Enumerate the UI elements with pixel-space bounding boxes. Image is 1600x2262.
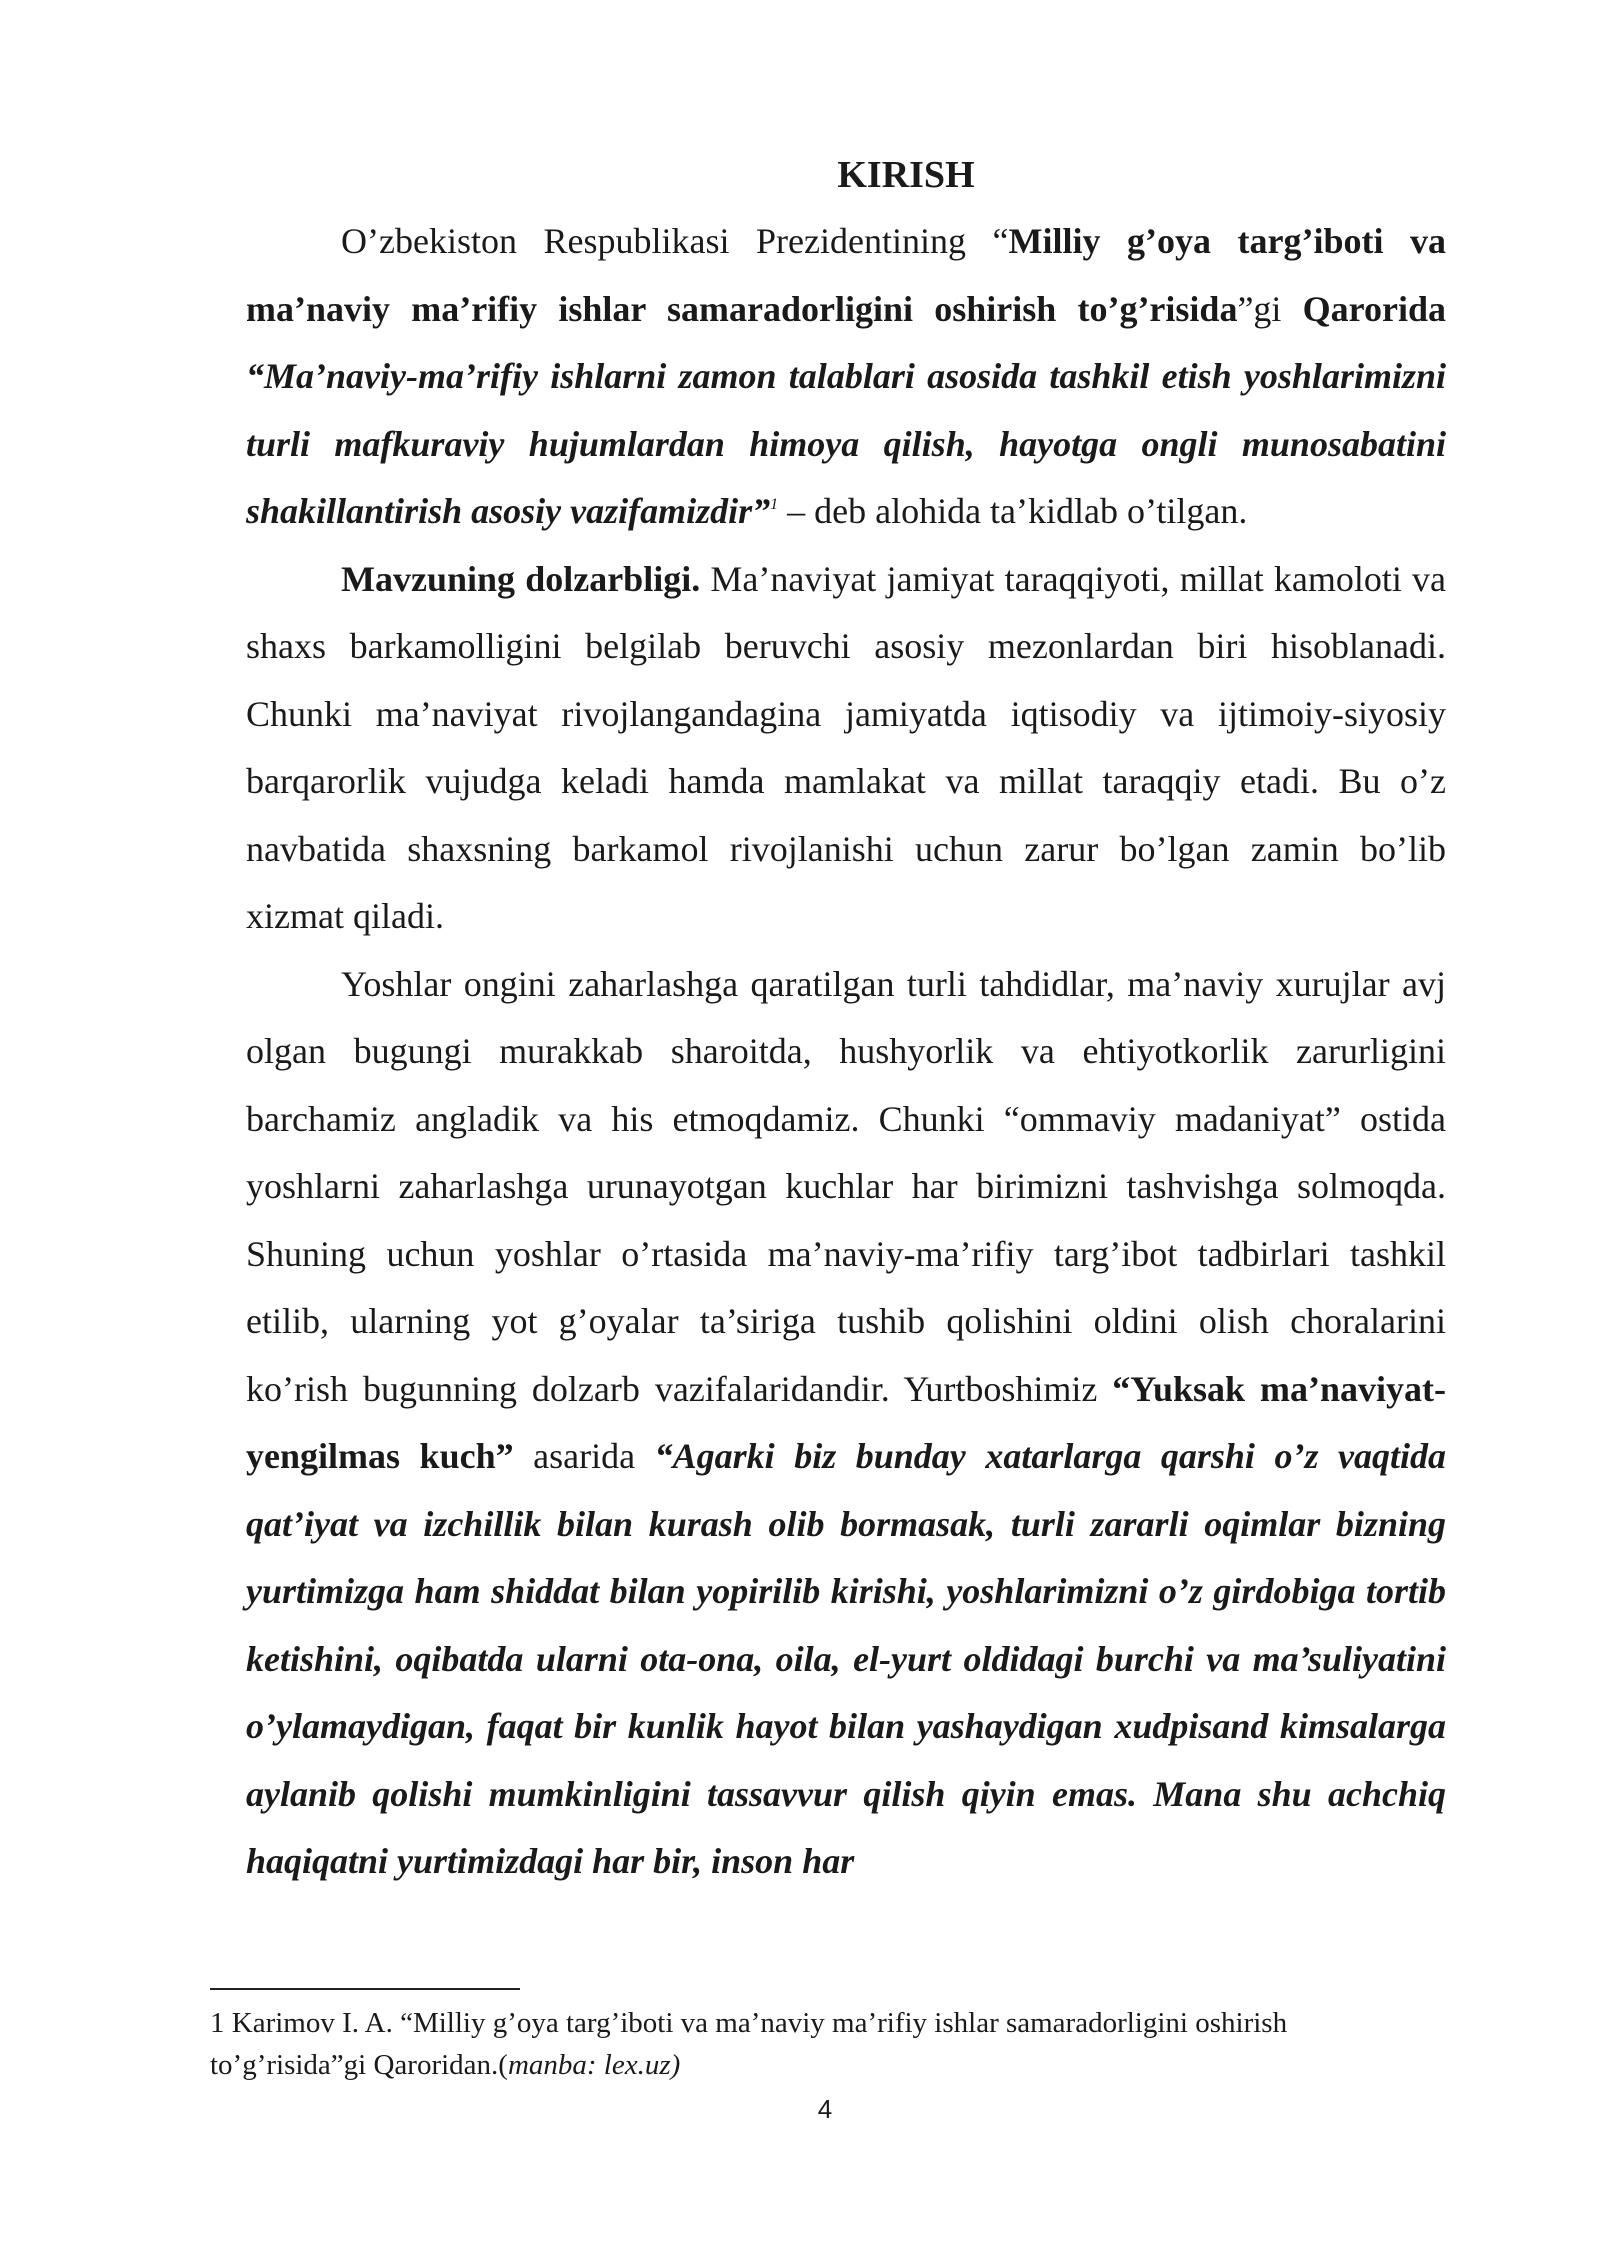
threats-text-2: asarida [513, 1436, 655, 1476]
decree-title: Milliy g’oya targ’iboti va ma’naviy ma’rifiy ishlar samaradorligini oshirish to’g’risida [246, 221, 1446, 329]
section-title: KIRISH [837, 154, 975, 196]
book-quote: “Agarki biz bunday xatarlarga qarshi o’z vaqtida qat’iyat va izchillik bilan kurash olib bormasak, turli zararli oqimlar bizning yurtimizga ham shiddat bilan yopirilib kirishi, yoshlarimizni o’z girdobiga tortib ketishini, oqibatda ularni ota-ona, oila, el-yurt oldidagi burchi va ma’suliyatini o’ylamaydigan, faqat bir kunlik hayot bilan yashaydigan xudpisand kimsalarga aylanib qolishi mumkinligini tassavvur qilish qiyin emas. Mana shu achchiq haqiqatni yurtimizdagi har bir, inson har [246, 1436, 1446, 1881]
relevance-text: Ma’naviyat jamiyat taraqqiyoti, millat kamoloti va shaxs barkamolligini belgilab beruvchi asosiy mezonlardan biri hisoblanadi. Chunki ma’naviyat rivojlangandagina jamiyatda iqtisodiy va ijtimoiy-siyosiy barqarorlik vujudga keladi hamda mamlakat va millat taraqqiy etadi. Bu o’z navbatida shaxsning barkamol rivojlanishi uchun zarur bo’lgan zamin bo’lib xizmat qiladi. [246, 558, 1447, 936]
relevance-heading: Mavzuning dolzarbligi. [341, 558, 701, 599]
decree-word: Qarorida [1302, 288, 1446, 329]
page-number: 4 [817, 2094, 833, 2124]
threats-paragraph [246, 951, 1446, 1896]
footnote-ref[interactable]: 1 [770, 496, 779, 513]
intro-text-2: ”gi [1237, 288, 1303, 329]
intro-paragraph [246, 208, 1446, 546]
book-title: “Yuksak ma’naviyat-yengilmas kuch” [246, 1368, 1446, 1476]
intro-text-1: O’zbekiston Respublikasi Prezidentining “ [341, 221, 1009, 261]
footnote [210, 2002, 1450, 2086]
footnote-separator [210, 1988, 520, 1990]
decree-quote: “Ma’naviy-ma’rifiy ishlarni zamon talablari asosida tashkil etish yoshlarimizni turli mafkuraviy hujumlardan himoya qilish, hayotga ongli munosabatini shakillantirish asosiy vazifamizdir” [246, 356, 1446, 531]
body-text [246, 148, 1446, 1896]
intro-text-3: – deb alohida ta’kidlab o’tilgan. [778, 491, 1248, 531]
footnote-number: 1 [210, 2007, 225, 2039]
footnote-text: Karimov I. A. “Milliy g’oya targ’iboti va ma’naviy ma’rifiy ishlar samaradorligini oshirish to’g’risida”gi Qaroridan.( [210, 2007, 1288, 2081]
relevance-paragraph [246, 546, 1446, 951]
threats-text-1: Yoshlar ongini zaharlashga qaratilgan turli tahdidlar, ma’naviy xurujlar avj olgan bugungi murakkab sharoitda, hushyorlik va ehtiyotkorlik zarurligini barchamiz angladik va his etmoqdamiz. Chunki “ommaviy madaniyat” ostida yoshlarni zaharlashga urunayotgan kuchlar har birimizni tashvishga solmoqda. Shuning uchun yoshlar o’rtasida ma’naviy-ma’rifiy targ’ibot tadbirlari tashkil etilib, ularning yot g’oyalar ta’siriga tushib qolishini oldini olish choralarini ko’rish bugunning dolzarb vazifalaridandir. Yurtboshimiz [246, 963, 1446, 1409]
footnote-source: manba: lex.uz) [507, 2049, 681, 2081]
